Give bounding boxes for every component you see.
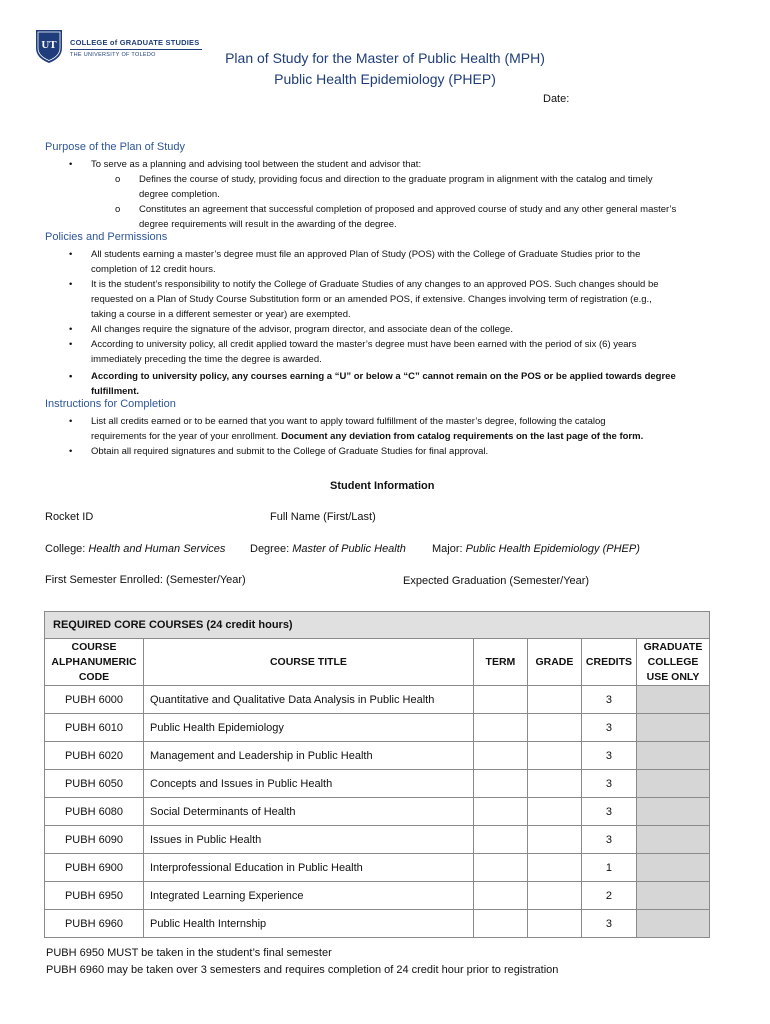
rocket-id-field[interactable]: Rocket ID (45, 511, 94, 523)
full-name-field[interactable]: Full Name (First/Last) (270, 511, 376, 523)
bullet-icon: • (69, 339, 73, 350)
list-item-text: Obtain all required signatures and submit to the College of Graduate Studies for final approval. (91, 446, 489, 457)
credits-cell: 3 (581, 714, 636, 742)
logo-college-name: COLLEGE of GRADUATE STUDIES (70, 38, 200, 47)
list-item-text: taking a course in a different semester or year) are exempted. (91, 309, 351, 320)
course-title: Management and Leadership in Public Health (144, 742, 474, 770)
grade-cell[interactable] (527, 854, 581, 882)
course-code: PUBH 6900 (45, 854, 144, 882)
term-cell[interactable] (473, 686, 527, 714)
col-header-term: TERM (473, 639, 527, 686)
graduate-college-cell (637, 770, 710, 798)
list-item-text: According to university policy, all credit applied toward the master’s degree must have been earned with the period of six (6) years (91, 339, 637, 350)
table-row (45, 910, 710, 938)
list-item-text: fulfillment. (91, 386, 140, 397)
table-caption-row (45, 612, 710, 639)
table-header-row (45, 639, 710, 686)
course-code: PUBH 6950 (45, 882, 144, 910)
instructions-heading: Instructions for Completion (45, 398, 176, 410)
graduate-college-cell (637, 714, 710, 742)
list-item-text (91, 429, 731, 444)
instruction-text: requirements for the year of your enrollment. (91, 431, 282, 442)
course-code: PUBH 6050 (45, 770, 144, 798)
bullet-icon: • (69, 249, 73, 260)
credits-cell: 3 (581, 770, 636, 798)
term-cell[interactable] (473, 742, 527, 770)
list-item-text: Defines the course of study, providing focus and direction to the graduate program in alignment with the catalog and timely (139, 174, 653, 185)
major-label: Major: (432, 543, 466, 555)
list-item-text: All students earning a master’s degree must file an approved Plan of Study (POS) with the College of Graduate Studies prior to the (91, 249, 641, 260)
degree-label: Degree: (250, 543, 293, 555)
major-value: Public Health Epidemiology (PHEP) (465, 543, 640, 555)
col-header-graduate-college (637, 639, 710, 686)
grade-cell[interactable] (527, 742, 581, 770)
course-title: Public Health Internship (144, 910, 474, 938)
table-row (45, 826, 710, 854)
table-row (45, 714, 710, 742)
bullet-icon: • (69, 416, 73, 427)
col-header-code (45, 639, 144, 686)
term-cell[interactable] (473, 854, 527, 882)
purpose-heading: Purpose of the Plan of Study (45, 141, 186, 153)
col-header-title: COURSE TITLE (144, 639, 474, 686)
grade-cell[interactable] (527, 714, 581, 742)
list-item-text: It is the student’s responsibility to notify the College of Graduate Studies of any changes to an approved POS. Such changes should be (91, 279, 659, 290)
course-title: Integrated Learning Experience (144, 882, 474, 910)
course-title: Quantitative and Qualitative Data Analysis in Public Health (144, 686, 474, 714)
bullet-icon: • (69, 279, 73, 290)
term-cell[interactable] (473, 798, 527, 826)
graduate-college-cell (637, 826, 710, 854)
table-row (45, 882, 710, 910)
col-header-grade: GRADE (527, 639, 581, 686)
degree-field (250, 543, 406, 555)
bullet-icon: • (69, 159, 73, 170)
course-title: Social Determinants of Health (144, 798, 474, 826)
core-courses-table (44, 611, 710, 938)
course-code: PUBH 6020 (45, 742, 144, 770)
list-item-text: completion of 12 credit hours. (91, 264, 216, 275)
page-subtitle: Public Health Epidemiology (PHEP) (274, 71, 496, 87)
table-row (45, 770, 710, 798)
table-row (45, 742, 710, 770)
note-final-semester: PUBH 6950 MUST be taken in the student’s final semester (46, 947, 332, 959)
term-cell[interactable] (473, 826, 527, 854)
credits-cell: 2 (581, 882, 636, 910)
graduate-college-cell (637, 910, 710, 938)
course-title: Interprofessional Education in Public Health (144, 854, 474, 882)
logo-university-name: THE UNIVERSITY OF TOLEDO (70, 52, 156, 58)
list-item-text: All changes require the signature of the advisor, program director, and associate dean of the college. (91, 324, 513, 335)
course-code: PUBH 6090 (45, 826, 144, 854)
credits-cell: 3 (581, 910, 636, 938)
svg-text:UT: UT (41, 39, 57, 51)
credits-cell: 3 (581, 686, 636, 714)
college-field (45, 543, 225, 555)
instructions-list (45, 414, 735, 459)
course-code: PUBH 6000 (45, 686, 144, 714)
course-code: PUBH 6960 (45, 910, 144, 938)
list-item-text: To serve as a planning and advising tool between the student and advisor that: (91, 159, 422, 170)
credits-cell: 3 (581, 798, 636, 826)
course-title: Public Health Epidemiology (144, 714, 474, 742)
credits-cell: 1 (581, 854, 636, 882)
expected-graduation-field[interactable]: Expected Graduation (Semester/Year) (403, 575, 590, 587)
grade-cell[interactable] (527, 882, 581, 910)
header-text: COURSE (71, 640, 117, 653)
list-item-text: degree completion. (139, 189, 220, 200)
purpose-list (45, 157, 735, 232)
major-field (432, 543, 640, 555)
table-row (45, 686, 710, 714)
course-code: PUBH 6080 (45, 798, 144, 826)
college-value: Health and Human Services (88, 543, 226, 555)
bullet-icon: • (69, 446, 73, 457)
header-text: GRADUATE (643, 640, 703, 653)
table-row (45, 798, 710, 826)
list-item-text: immediately preceding the time the degree is awarded. (91, 354, 322, 365)
grade-cell[interactable] (527, 686, 581, 714)
term-cell[interactable] (473, 770, 527, 798)
grade-cell[interactable] (527, 770, 581, 798)
date-label: Date: (543, 93, 570, 105)
page-title: Plan of Study for the Master of Public Health (MPH) (225, 50, 545, 66)
grade-cell[interactable] (527, 826, 581, 854)
graduate-college-cell (637, 882, 710, 910)
grade-cell[interactable] (527, 910, 581, 938)
course-code: PUBH 6010 (45, 714, 144, 742)
policies-list (45, 247, 735, 397)
credits-cell: 3 (581, 826, 636, 854)
credits-cell: 3 (581, 742, 636, 770)
header-text: COLLEGE (647, 655, 699, 668)
list-item-text: Constitutes an agreement that successful completion of proposed and approved course of study and any other general master’s (139, 204, 677, 215)
course-title: Concepts and Issues in Public Health (144, 770, 474, 798)
note-internship: PUBH 6960 may be taken over 3 semesters and requires completion of 24 credit hour prior to registration (46, 964, 559, 976)
graduate-college-cell (637, 798, 710, 826)
term-cell[interactable] (473, 882, 527, 910)
term-cell[interactable] (473, 910, 527, 938)
grade-cell[interactable] (527, 798, 581, 826)
university-shield-icon (34, 28, 64, 64)
course-title: Issues in Public Health (144, 826, 474, 854)
header-text: CODE (78, 670, 110, 683)
list-item-text: List all credits earned or to be earned that you want to apply toward fulfillment of the master’s degree, following the catalog (91, 416, 606, 427)
graduate-college-cell (637, 742, 710, 770)
sub-bullet-icon: o (115, 204, 121, 215)
first-semester-field[interactable]: First Semester Enrolled: (Semester/Year) (45, 574, 246, 586)
table-caption: REQUIRED CORE COURSES (24 credit hours) (45, 612, 710, 639)
header-text: USE ONLY (646, 670, 700, 683)
policies-heading: Policies and Permissions (45, 231, 168, 243)
instruction-emphasis: Document any deviation from catalog requirements on the last page of the form. (281, 431, 644, 442)
list-item-text: According to university policy, any courses earning a “U” or below a “C” cannot remain on the POS or be applied towards degree (91, 371, 676, 382)
degree-value: Master of Public Health (292, 543, 406, 555)
table-row (45, 854, 710, 882)
sub-bullet-icon: o (115, 174, 121, 185)
list-item-text: requested on a Plan of Study Course Substitution form or an amended POS, if extensive. Changes involving term of registration (e.g., (91, 294, 652, 305)
bullet-icon: • (69, 371, 73, 382)
list-item-text: degree requirements will result in the awarding of the degree. (139, 219, 397, 230)
col-header-credits: CREDITS (581, 639, 636, 686)
college-label: College: (45, 543, 89, 555)
bullet-icon: • (69, 324, 73, 335)
graduate-college-cell (637, 686, 710, 714)
graduate-college-cell (637, 854, 710, 882)
header-text: ALPHANUMERIC (51, 655, 137, 668)
term-cell[interactable] (473, 714, 527, 742)
student-info-heading: Student Information (330, 480, 435, 492)
